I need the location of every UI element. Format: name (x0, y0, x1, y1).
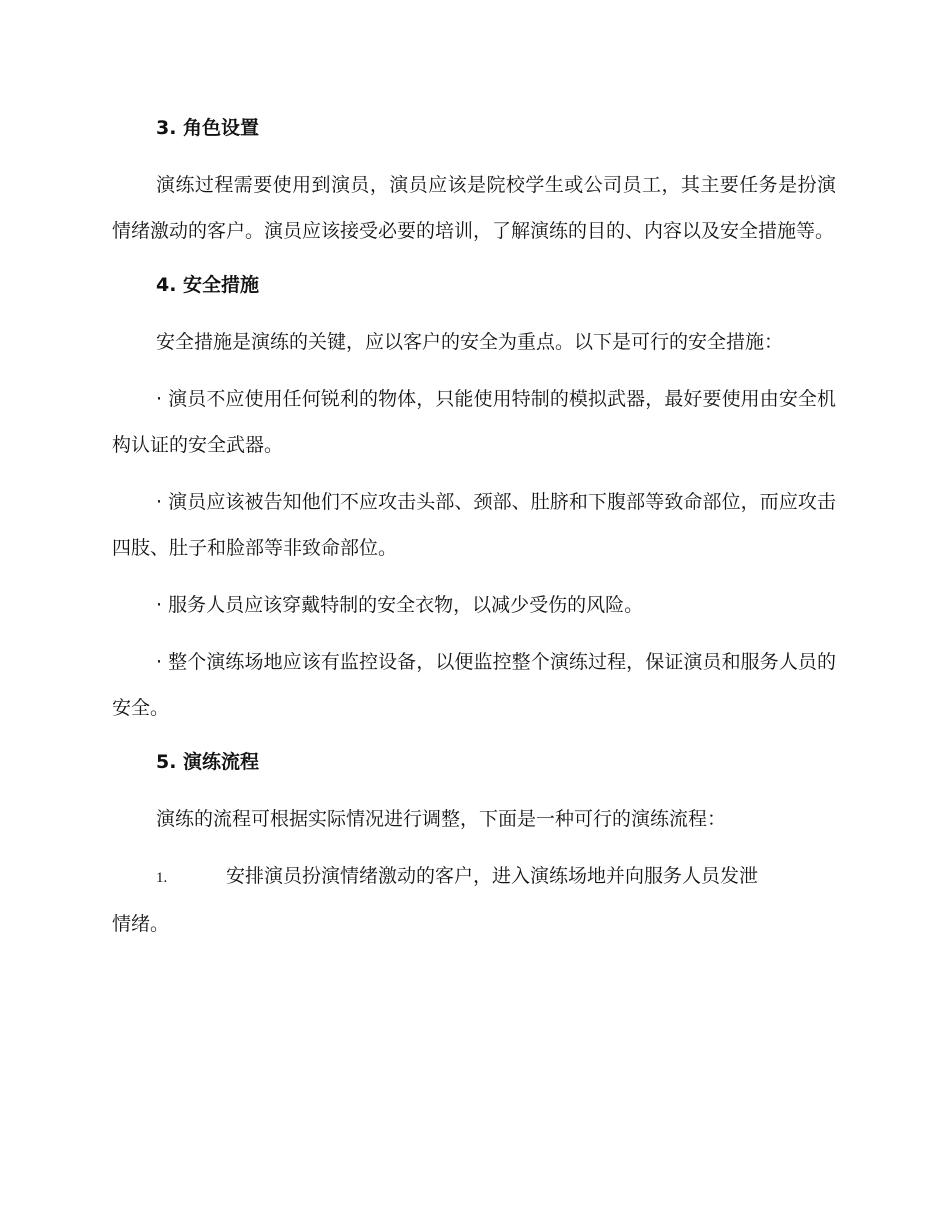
section-drill-process (112, 742, 836, 947)
document-body (112, 108, 836, 947)
section-heading: 3. 角色设置 (156, 117, 260, 139)
section-role-setting (112, 108, 836, 254)
numbered-list-item (112, 853, 836, 947)
section-safety-measures (112, 265, 836, 731)
bullet-item: · 演员应该被告知他们不应攻击头部、颈部、肚脐和下腹部等致命部位，而应攻击四肢、肚子和脸部等非致命部位。 (112, 491, 836, 559)
list-number: 1. (156, 870, 168, 886)
paragraph: 演练的流程可根据实际情况进行调整，下面是一种可行的演练流程： (156, 808, 727, 830)
bullet-item: · 整个演练场地应该有监控设备，以便监控整个演练过程，保证演员和服务人员的安全。 (112, 651, 836, 719)
paragraph: 安全措施是演练的关键，应以客户的安全为重点。以下是可行的安全措施： (156, 331, 784, 353)
bullet-item: · 服务人员应该穿戴特制的安全衣物，以减少受伤的风险。 (156, 594, 644, 616)
section-heading: 5. 演练流程 (156, 751, 260, 773)
section-heading: 4. 安全措施 (156, 274, 260, 296)
list-item-text-continued: 情绪。 (112, 913, 170, 935)
paragraph: 演练过程需要使用到演员，演员应该是院校学生或公司员工，其主要任务是扮演情绪激动的客户。演员应该接受必要的培训，了解演练的目的、内容以及安全措施等。 (112, 174, 836, 242)
list-item-text: 安排演员扮演情绪激动的客户，进入演练场地并向服务人员发泄 (226, 865, 759, 887)
bullet-item: · 演员不应使用任何锐利的物体，只能使用特制的模拟武器，最好要使用由安全机构认证的安全武器。 (112, 388, 836, 456)
